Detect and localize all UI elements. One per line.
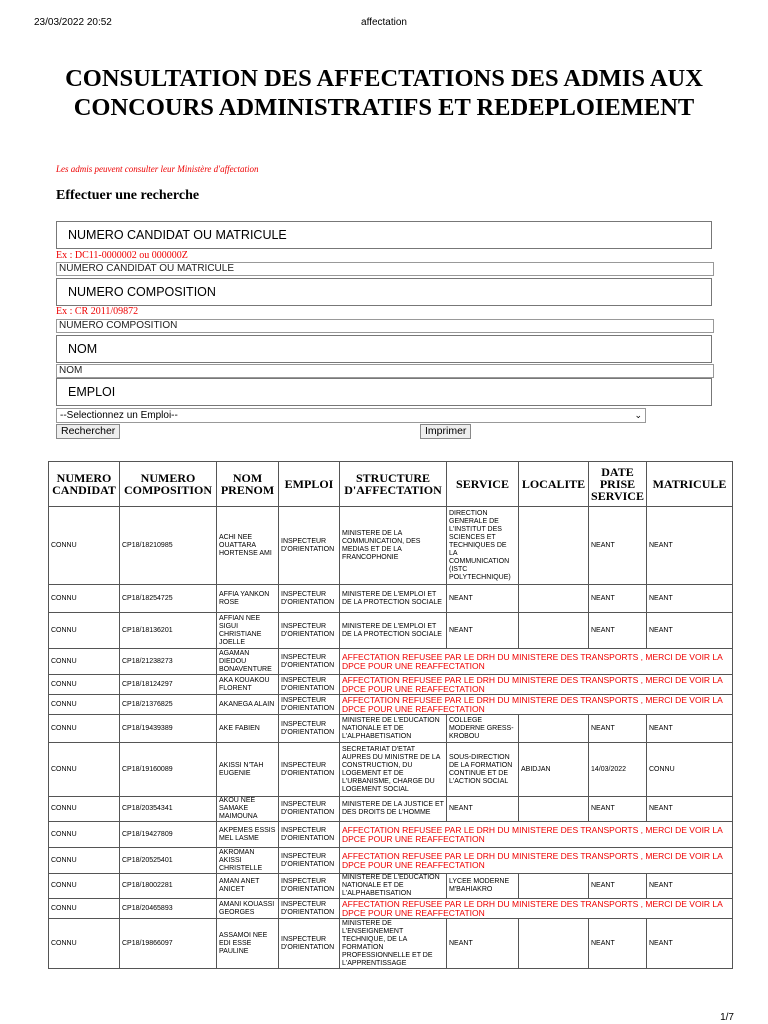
cell-emploi: INSPECTEUR D'ORIENTATION [279,822,340,848]
table-row [49,848,733,874]
table-row [49,585,733,613]
cell-nom-prenom: AKANEGA ALAIN [217,695,279,715]
cell-numero-composition: CP18/18124297 [120,675,217,695]
cell-numero-composition: CP18/18002281 [120,874,217,899]
cell-emploi: INSPECTEUR D'ORIENTATION [279,695,340,715]
cell-numero-composition: CP18/19866097 [120,919,217,969]
emploi-label-box: EMPLOI [56,378,712,406]
column-header: MATRICULE [647,462,733,507]
page-title: CONSULTATION DES AFFECTATIONS DES ADMIS AUX CONCOURS ADMINISTRATIFS ET REDEPLOIEMENT [65,65,703,121]
cell-refusal-message: AFFECTATION REFUSEE PAR LE DRH DU MINISTERE DES TRANSPORTS , MERCI DE VOIR LA DPCE POUR UNE REAFFECTATION [340,649,733,675]
cell-refusal-message: AFFECTATION REFUSEE PAR LE DRH DU MINISTERE DES TRANSPORTS , MERCI DE VOIR LA DPCE POUR UNE REAFFECTATION [340,848,733,874]
cell-numero-candidat: CONNU [49,715,120,743]
cell-service: NEANT [447,585,519,613]
cell-numero-candidat: CONNU [49,919,120,969]
candidat-input[interactable]: NUMERO CANDIDAT OU MATRICULE [56,262,714,276]
cell-nom-prenom: AFFIA YANKON ROSE [217,585,279,613]
cell-localite [519,715,589,743]
cell-numero-candidat: CONNU [49,675,120,695]
print-button[interactable]: Imprimer [420,424,471,439]
cell-numero-composition: CP18/20465893 [120,899,217,919]
cell-structure: MINISTERE DE L'EMPLOI ET DE LA PROTECTION SOCIALE [340,613,447,649]
cell-emploi: INSPECTEUR D'ORIENTATION [279,585,340,613]
cell-date-prise-service: NEANT [589,715,647,743]
cell-service: SOUS-DIRECTION DE LA FORMATION CONTINUE ET DE L'ACTION SOCIAL [447,743,519,797]
column-header: NOM PRENOM [217,462,279,507]
column-header: SERVICE [447,462,519,507]
candidat-hint: Ex : DC11-0000002 ou 000000Z [56,250,188,261]
cell-emploi: INSPECTEUR D'ORIENTATION [279,715,340,743]
cell-date-prise-service: NEANT [589,613,647,649]
cell-numero-candidat: CONNU [49,507,120,585]
table-row [49,743,733,797]
composition-input[interactable]: NUMERO COMPOSITION [56,319,714,333]
cell-matricule: NEANT [647,874,733,899]
cell-numero-composition: CP18/21376825 [120,695,217,715]
cell-matricule: NEANT [647,715,733,743]
table-row [49,899,733,919]
cell-structure: MINISTERE DE L'ENSEIGNEMENT TECHNIQUE, DE LA FORMATION PROFESSIONNELLE ET DE L'APPRENTISSAGE [340,919,447,969]
cell-emploi: INSPECTEUR D'ORIENTATION [279,743,340,797]
nom-label-box: NOM [56,335,712,363]
cell-refusal-message: AFFECTATION REFUSEE PAR LE DRH DU MINISTERE DES TRANSPORTS , MERCI DE VOIR LA DPCE POUR UNE REAFFECTATION [340,822,733,848]
table-row [49,715,733,743]
cell-nom-prenom: AKOU NEE SAMAKE MAIMOUNA [217,797,279,822]
cell-numero-candidat: CONNU [49,797,120,822]
cell-localite [519,613,589,649]
cell-date-prise-service: NEANT [589,797,647,822]
table-row [49,613,733,649]
cell-numero-composition: CP18/19160089 [120,743,217,797]
cell-nom-prenom: ACHI NEE OUATTARA HORTENSE AMI [217,507,279,585]
cell-numero-candidat: CONNU [49,848,120,874]
table-row [49,695,733,715]
column-header: STRUCTURE D'AFFECTATION [340,462,447,507]
cell-numero-composition: CP18/18210985 [120,507,217,585]
cell-nom-prenom: AKROMAN AKISSI CHRISTELLE [217,848,279,874]
cell-numero-candidat: CONNU [49,649,120,675]
print-title: affectation [361,17,407,28]
emploi-select-value: --Selectionnez un Emploi-- [60,410,178,421]
table-row [49,919,733,969]
table-row [49,797,733,822]
chevron-down-icon: ⌄ [634,410,642,420]
cell-structure: MINISTERE DE L'EMPLOI ET DE LA PROTECTION SOCIALE [340,585,447,613]
notice-text: Les admis peuvent consulter leur Ministère d'affectation [56,164,259,174]
cell-localite [519,874,589,899]
cell-service: NEANT [447,613,519,649]
cell-numero-candidat: CONNU [49,899,120,919]
table-row [49,874,733,899]
cell-nom-prenom: AMAN ANET ANICET [217,874,279,899]
cell-date-prise-service: NEANT [589,585,647,613]
cell-nom-prenom: AKA KOUAKOU FLORENT [217,675,279,695]
emploi-select[interactable] [56,408,646,423]
column-header: NUMERO CANDIDAT [49,462,120,507]
cell-numero-composition: CP18/19427809 [120,822,217,848]
composition-label-box: NUMERO COMPOSITION [56,278,712,306]
cell-numero-candidat: CONNU [49,695,120,715]
cell-emploi: INSPECTEUR D'ORIENTATION [279,899,340,919]
nom-input[interactable]: NOM [56,364,714,378]
cell-matricule: CONNU [647,743,733,797]
cell-localite: ABIDJAN [519,743,589,797]
cell-emploi: INSPECTEUR D'ORIENTATION [279,919,340,969]
cell-date-prise-service: NEANT [589,919,647,969]
column-header: EMPLOI [279,462,340,507]
column-header: DATE PRISE SERVICE [589,462,647,507]
cell-emploi: INSPECTEUR D'ORIENTATION [279,649,340,675]
table-row [49,649,733,675]
cell-nom-prenom: AKPEMES ESSIS MEL LASME [217,822,279,848]
search-button[interactable]: Rechercher [56,424,120,439]
cell-nom-prenom: AMANI KOUASSI GEORGES [217,899,279,919]
cell-nom-prenom: AKE FABIEN [217,715,279,743]
table-header-row [49,462,733,507]
cell-date-prise-service: NEANT [589,874,647,899]
cell-numero-composition: CP18/18254725 [120,585,217,613]
cell-nom-prenom: AGAMAN DIEDOU BONAVENTURE [217,649,279,675]
cell-localite [519,797,589,822]
cell-localite [519,585,589,613]
cell-nom-prenom: ASSAMOI NEE EDI ESSE PAULINE [217,919,279,969]
cell-emploi: INSPECTEUR D'ORIENTATION [279,507,340,585]
cell-emploi: INSPECTEUR D'ORIENTATION [279,613,340,649]
results-table [48,461,733,969]
cell-matricule: NEANT [647,797,733,822]
cell-matricule: NEANT [647,507,733,585]
cell-date-prise-service: NEANT [589,507,647,585]
cell-refusal-message: AFFECTATION REFUSEE PAR LE DRH DU MINISTERE DES TRANSPORTS , MERCI DE VOIR LA DPCE POUR UNE REAFFECTATION [340,675,733,695]
cell-service: LYCEE MODERNE M'BAHIAKRO [447,874,519,899]
cell-numero-candidat: CONNU [49,613,120,649]
cell-structure: SECRETARIAT D'ETAT AUPRES DU MINISTRE DE LA CONSTRUCTION, DU LOGEMENT ET DE L'URBANISME, CHARGE DU LOGEMENT SOCIAL [340,743,447,797]
column-header: NUMERO COMPOSITION [120,462,217,507]
cell-emploi: INSPECTEUR D'ORIENTATION [279,675,340,695]
cell-localite [519,919,589,969]
cell-structure: MINISTERE DE L'EDUCATION NATIONALE ET DE L'ALPHABETISATION [340,715,447,743]
cell-date-prise-service: 14/03/2022 [589,743,647,797]
cell-numero-composition: CP18/18136201 [120,613,217,649]
cell-structure: MINISTERE DE L'EDUCATION NATIONALE ET DE L'ALPHABETISATION [340,874,447,899]
cell-service: NEANT [447,797,519,822]
cell-numero-candidat: CONNU [49,585,120,613]
cell-numero-candidat: CONNU [49,822,120,848]
cell-numero-composition: CP18/20525401 [120,848,217,874]
cell-matricule: NEANT [647,919,733,969]
cell-emploi: INSPECTEUR D'ORIENTATION [279,797,340,822]
table-row [49,675,733,695]
cell-service: DIRECTION GENERALE DE L'INSTITUT DES SCIENCES ET TECHNIQUES DE LA COMMUNICATION (ISTC POLYTECHNIQUE) [447,507,519,585]
cell-service: NEANT [447,919,519,969]
cell-refusal-message: AFFECTATION REFUSEE PAR LE DRH DU MINISTERE DES TRANSPORTS , MERCI DE VOIR LA DPCE POUR UNE REAFFECTATION [340,695,733,715]
print-datetime: 23/03/2022 20:52 [34,17,112,28]
cell-numero-composition: CP18/20354341 [120,797,217,822]
table-row [49,822,733,848]
cell-structure: MINISTERE DE LA COMMUNICATION, DES MEDIAS ET DE LA FRANCOPHONIE [340,507,447,585]
cell-nom-prenom: AFFIAN NEE SIGUI CHRISTIANE JOELLE [217,613,279,649]
cell-refusal-message: AFFECTATION REFUSEE PAR LE DRH DU MINISTERE DES TRANSPORTS , MERCI DE VOIR LA DPCE POUR UNE REAFFECTATION [340,899,733,919]
cell-numero-candidat: CONNU [49,874,120,899]
search-heading: Effectuer une recherche [56,188,200,203]
cell-emploi: INSPECTEUR D'ORIENTATION [279,874,340,899]
cell-numero-composition: CP18/19439389 [120,715,217,743]
cell-localite [519,507,589,585]
cell-numero-candidat: CONNU [49,743,120,797]
cell-structure: MINISTERE DE LA JUSTICE ET DES DROITS DE L'HOMME [340,797,447,822]
cell-nom-prenom: AKISSI N'TAH EUGENIE [217,743,279,797]
column-header: LOCALITE [519,462,589,507]
cell-matricule: NEANT [647,613,733,649]
cell-numero-composition: CP18/21238273 [120,649,217,675]
candidat-label-box: NUMERO CANDIDAT OU MATRICULE [56,221,712,249]
cell-emploi: INSPECTEUR D'ORIENTATION [279,848,340,874]
composition-hint: Ex : CR 2011/09872 [56,306,139,317]
page-number: 1/7 [720,1012,734,1023]
cell-matricule: NEANT [647,585,733,613]
table-row [49,507,733,585]
cell-service: COLLEGE MODERNE GRESS-KROBOU [447,715,519,743]
